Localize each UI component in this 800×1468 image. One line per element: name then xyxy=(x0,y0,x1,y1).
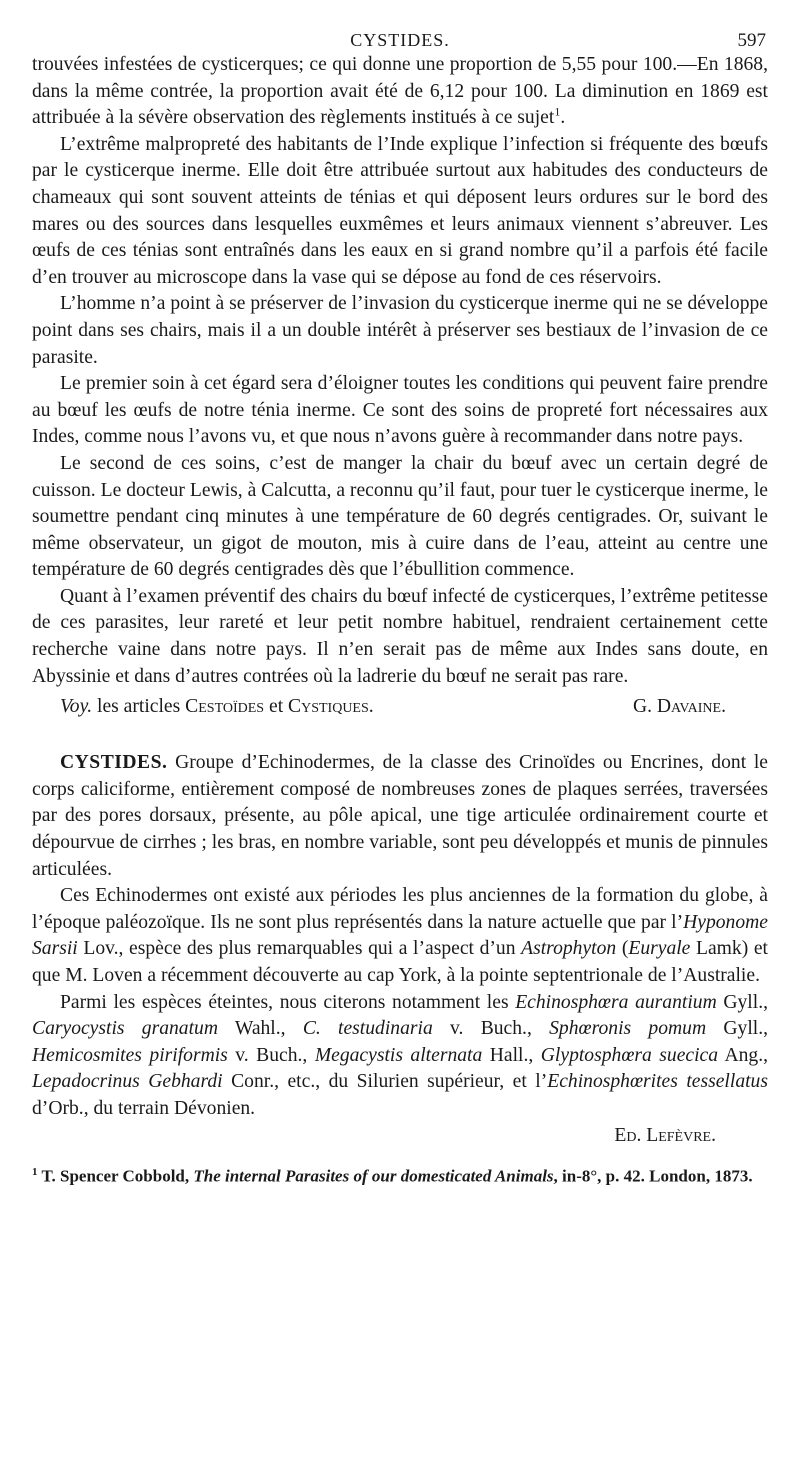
species-name: Hyponome Sarsii xyxy=(32,911,768,960)
species-name: Megacystis alternata xyxy=(314,1044,483,1066)
entry-definition xyxy=(32,750,768,883)
entry-signature: Ed. Lefèvre. xyxy=(614,1124,716,1146)
paragraph-examination: Quant à l’examen préventif des chairs du bœuf infecté de cysticerques, l’extrême petitesse de ces parasites, leur rareté et leur petit nombre habituel, rendraient certainement cette recherche vaine dans notre pays. Il n’en serait pas de même aux Indes sans doute, en Abyssinie et dans d’autres contrées où la ladrerie du bœuf ne serait pas rare. xyxy=(32,585,768,687)
paragraph-extinct-species xyxy=(32,990,768,1123)
paragraph-text: Wahl., xyxy=(217,1018,303,1040)
paragraph-text: v. Buch., xyxy=(432,1018,550,1040)
footnote-book-title: The internal Parasites of our domesticated Animals xyxy=(193,1166,554,1186)
paragraph-history xyxy=(32,883,768,989)
paragraph-text: ( xyxy=(616,938,629,960)
species-name: Hemicosmites piriformis xyxy=(32,1044,228,1066)
species-name: Euryale xyxy=(628,938,691,960)
paragraph-protection: L’homme n’a point à se préserver de l’invasion du cysticerque inerme qui ne se développe point dans ses chairs, mais il a un double intérêt à préserver ses bestiaux de l’invasion de ce parasite. xyxy=(32,293,768,368)
footnote-number: 1 xyxy=(32,1165,38,1178)
species-name: Caryocystis granatum xyxy=(32,1018,218,1040)
paragraph-hygiene: L’extrême malpropreté des habitants de l’Inde explique l’infection si fréquente des bœufs par le cysticerque inerme. Elle doit être attribuée surtout aux habitudes des conducteurs de chameaux qui sont souvent atteints de ténias et qui déposent leurs ordures sur le bord des mares ou des sources dans lesquelles euxmêmes et leurs animaux viennent s’abreuver. Les œufs de ces ténias sont entraînés dans les eaux en si grand nombre qu’il a parfois été facile d’en trouver au microscope dans la vase qui se dépose au fond de ces réservoirs. xyxy=(32,133,768,288)
paragraph-text: Ang., xyxy=(718,1044,769,1066)
article-link-cestoides: Cestoïdes xyxy=(185,696,265,718)
cross-reference-line xyxy=(32,690,768,724)
paragraph-text: . xyxy=(560,107,566,129)
running-title: CYSTIDES. xyxy=(350,30,450,50)
footnote-text: T. Spencer Cobbold, xyxy=(37,1166,194,1186)
paragraph-text: d’Orb., du terrain Dévonien. xyxy=(32,1097,256,1119)
species-name: Sphœronis pomum xyxy=(549,1018,707,1040)
species-name: Echinosphœra aurantium xyxy=(515,991,717,1013)
cross-reference-text: les articles xyxy=(92,696,186,718)
paragraph-text: Parmi les espèces éteintes, nous citerons notamment les xyxy=(60,991,516,1013)
footnote-text: , in-8°, p. 42. London, 1873. xyxy=(553,1166,753,1186)
species-name: C. testudinaria xyxy=(302,1018,433,1040)
page-number: 597 xyxy=(737,30,766,51)
section-gap xyxy=(32,724,768,750)
species-name: Lepadocrinus Gebhardi xyxy=(32,1071,223,1093)
paragraph-text: v. Buch., xyxy=(227,1044,315,1066)
paragraph-first-care: Le premier soin à cet égard sera d’éloigner toutes les conditions qui peuvent faire prendre au bœuf les œufs de notre ténia inerme. Ce sont des soins de propreté fort nécessaires aux Indes, comme nous l’avons vu, et que nous n’avons guère à recommander dans notre pays. xyxy=(32,373,768,448)
paragraph-text: Lamk) et que M. Loven a récemment découverte au cap York, à la pointe septentrionale de l’Australie. xyxy=(32,938,769,986)
species-name: Glyptosphœra suecica xyxy=(540,1044,719,1066)
cross-reference-text: et xyxy=(264,696,289,718)
species-name: Astrophyton xyxy=(521,938,617,960)
paragraph-text: trouvées infestées de cysticerques; ce qui donne une proportion de 5,55 pour 100.—En 1868, dans la même contrée, la proportion avait été de 6,12 pour 100. La diminution en 1869 est attribuée à la sévère observation des règlements institués à ce sujet xyxy=(32,54,768,129)
paragraph-text: Lov., espèce des plus remarquables qui a l’aspect d’un xyxy=(77,938,522,960)
paragraph-text: Gyll., xyxy=(706,1018,769,1040)
page xyxy=(32,26,768,1187)
entry-headword: CYSTIDES. xyxy=(60,752,168,774)
cross-reference xyxy=(60,690,374,724)
paragraph-text: Groupe d’Echinodermes, de la classe des Crinoïdes ou Encrines, dont le corps caliciforme, entièrement composé de nombreuses zones de plaques serrées, traversées par des pores dorsaux, présente, au pôle apical, une tige articulée ordinairement courte et dépourvue de cirrhes ; les bras, en nombre variable, sont peu développés et munis de pinnules articulées. xyxy=(32,752,768,880)
paragraph-continuation xyxy=(32,52,768,132)
footnote xyxy=(32,1161,768,1188)
paragraph-text: Ces Echinodermes ont existé aux périodes les plus anciennes de la formation du globe, à l’époque paléozoïque. Ils ne sont plus représentés dans la nature actuelle que par l’ xyxy=(32,885,768,933)
author-signature: G. Davaine. xyxy=(632,696,726,718)
paragraph-text: Hall., xyxy=(482,1044,541,1066)
paragraph-text: Gyll., xyxy=(716,991,768,1013)
cross-reference-text: . xyxy=(368,696,374,718)
paragraph-second-care: Le second de ces soins, c’est de manger la chair du bœuf avec un certain degré de cuisson. Le docteur Lewis, à Calcutta, a reconnu qu’il faut, pour tuer le cysticerque inerme, le soumettre pendant cinq minutes à une température de 60 degrés centigrades. Or, suivant le même observateur, un gigot de mouton, mis à cuire dans de l’eau, atteint au centre une température de 60 degrés centigrades dès que l’ébullition commence. xyxy=(32,452,768,581)
article-link-cystiques: Cystiques xyxy=(288,696,369,718)
running-head xyxy=(32,26,768,52)
voy-label: Voy. xyxy=(60,696,93,718)
footnote-reference: 1 xyxy=(554,104,561,119)
species-name: Echinosphœrites tessellatus xyxy=(547,1071,768,1093)
paragraph-text: Conr., etc., du Silurien supérieur, et l’ xyxy=(222,1071,548,1093)
